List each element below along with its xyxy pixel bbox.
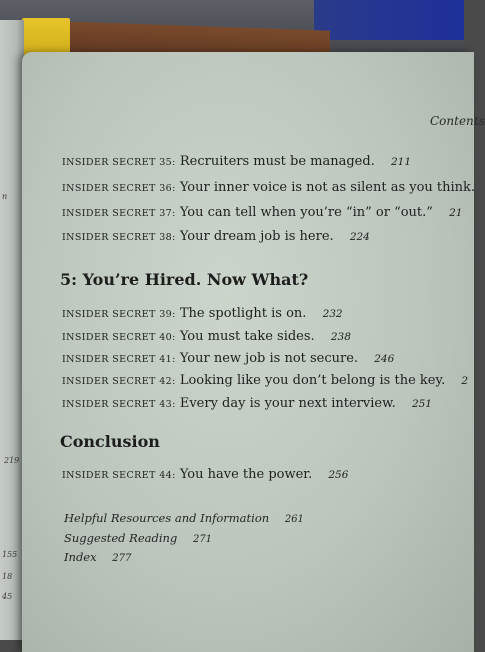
toc-entry-37 <box>62 205 462 220</box>
toc-entry-title: You must take sides. <box>179 329 315 344</box>
toc-entry-page: 2 <box>461 375 469 387</box>
toc-entry-35 <box>62 154 411 169</box>
toc-entry-page: 21 <box>449 207 463 219</box>
toc-entry-42 <box>62 373 468 388</box>
toc-entry-title: Your new job is not secure. <box>179 351 359 366</box>
toc-entry-38 <box>62 229 370 244</box>
left-page-fragment: 18 <box>2 572 13 581</box>
toc-entry-page: 251 <box>411 398 432 410</box>
chapter-title: : You’re Hired. Now What? <box>71 270 309 289</box>
toc-entry-43 <box>62 396 432 411</box>
backmatter-title: Helpful Resources and Information <box>64 511 270 525</box>
toc-entry-40 <box>62 329 351 344</box>
toc-entry-label: INSIDER SECRET 38: <box>62 232 176 243</box>
toc-entry-44 <box>62 467 348 482</box>
left-page-fragment: 155 <box>2 550 18 559</box>
conclusion-heading: Conclusion <box>60 432 160 451</box>
toc-entry-label: INSIDER SECRET 40: <box>62 332 176 343</box>
left-page-edge <box>0 20 24 640</box>
toc-entry-title: Looking like you don’t belong is the key. <box>179 373 446 388</box>
toc-entry-page: 211 <box>390 156 412 168</box>
toc-entry-label: INSIDER SECRET 43: <box>62 399 176 410</box>
toc-entry-label: INSIDER SECRET 39: <box>62 309 176 320</box>
toc-entry-label: INSIDER SECRET 44: <box>62 470 176 481</box>
toc-entry-label: INSIDER SECRET 36: <box>62 183 176 194</box>
toc-entry-title: You have the power. <box>179 467 313 482</box>
toc-entry-label: INSIDER SECRET 41: <box>62 354 176 365</box>
toc-entry-41 <box>62 351 394 366</box>
toc-entry-title: Your dream job is here. <box>179 229 334 244</box>
backmatter-page: 271 <box>192 534 213 545</box>
left-page-fragment: 45 <box>2 592 13 601</box>
toc-entry-page: 256 <box>328 469 349 481</box>
toc-entry-label: INSIDER SECRET 42: <box>62 376 176 387</box>
backmatter-item <box>64 531 212 545</box>
toc-entry-39 <box>62 306 343 321</box>
toc-entry-title: The spotlight is on. <box>179 306 307 321</box>
toc-entry-label: INSIDER SECRET 37: <box>62 208 176 219</box>
left-page-fragment: 219 <box>4 456 20 465</box>
toc-entry-page: 224 <box>349 231 370 243</box>
running-head: Contents <box>430 114 485 128</box>
backmatter-page: 261 <box>284 514 304 525</box>
backmatter-item <box>64 550 131 564</box>
blue-binder <box>314 0 464 40</box>
backmatter-page: 277 <box>112 553 132 564</box>
left-page-fragment: n <box>2 192 8 201</box>
toc-entry-label: INSIDER SECRET 35: <box>62 157 176 168</box>
backmatter-title: Suggested Reading <box>64 531 178 545</box>
toc-entry-36 <box>62 180 475 195</box>
toc-entry-page: 238 <box>330 331 351 343</box>
toc-entry-page: 246 <box>374 353 395 365</box>
toc-entry-title: Every day is your next interview. <box>179 396 396 411</box>
chapter-number: 5 <box>60 270 72 289</box>
toc-entry-page: 232 <box>322 308 343 320</box>
chapter-heading <box>60 270 308 289</box>
toc-entry-title: You can tell when you’re “in” or “out.” <box>179 205 433 220</box>
backmatter-item <box>64 511 304 525</box>
toc-entry-title: Recruiters must be managed. <box>179 154 375 169</box>
toc-entry-title: Your inner voice is not as silent as you think. <box>179 180 476 195</box>
backmatter-title: Index <box>64 550 97 564</box>
